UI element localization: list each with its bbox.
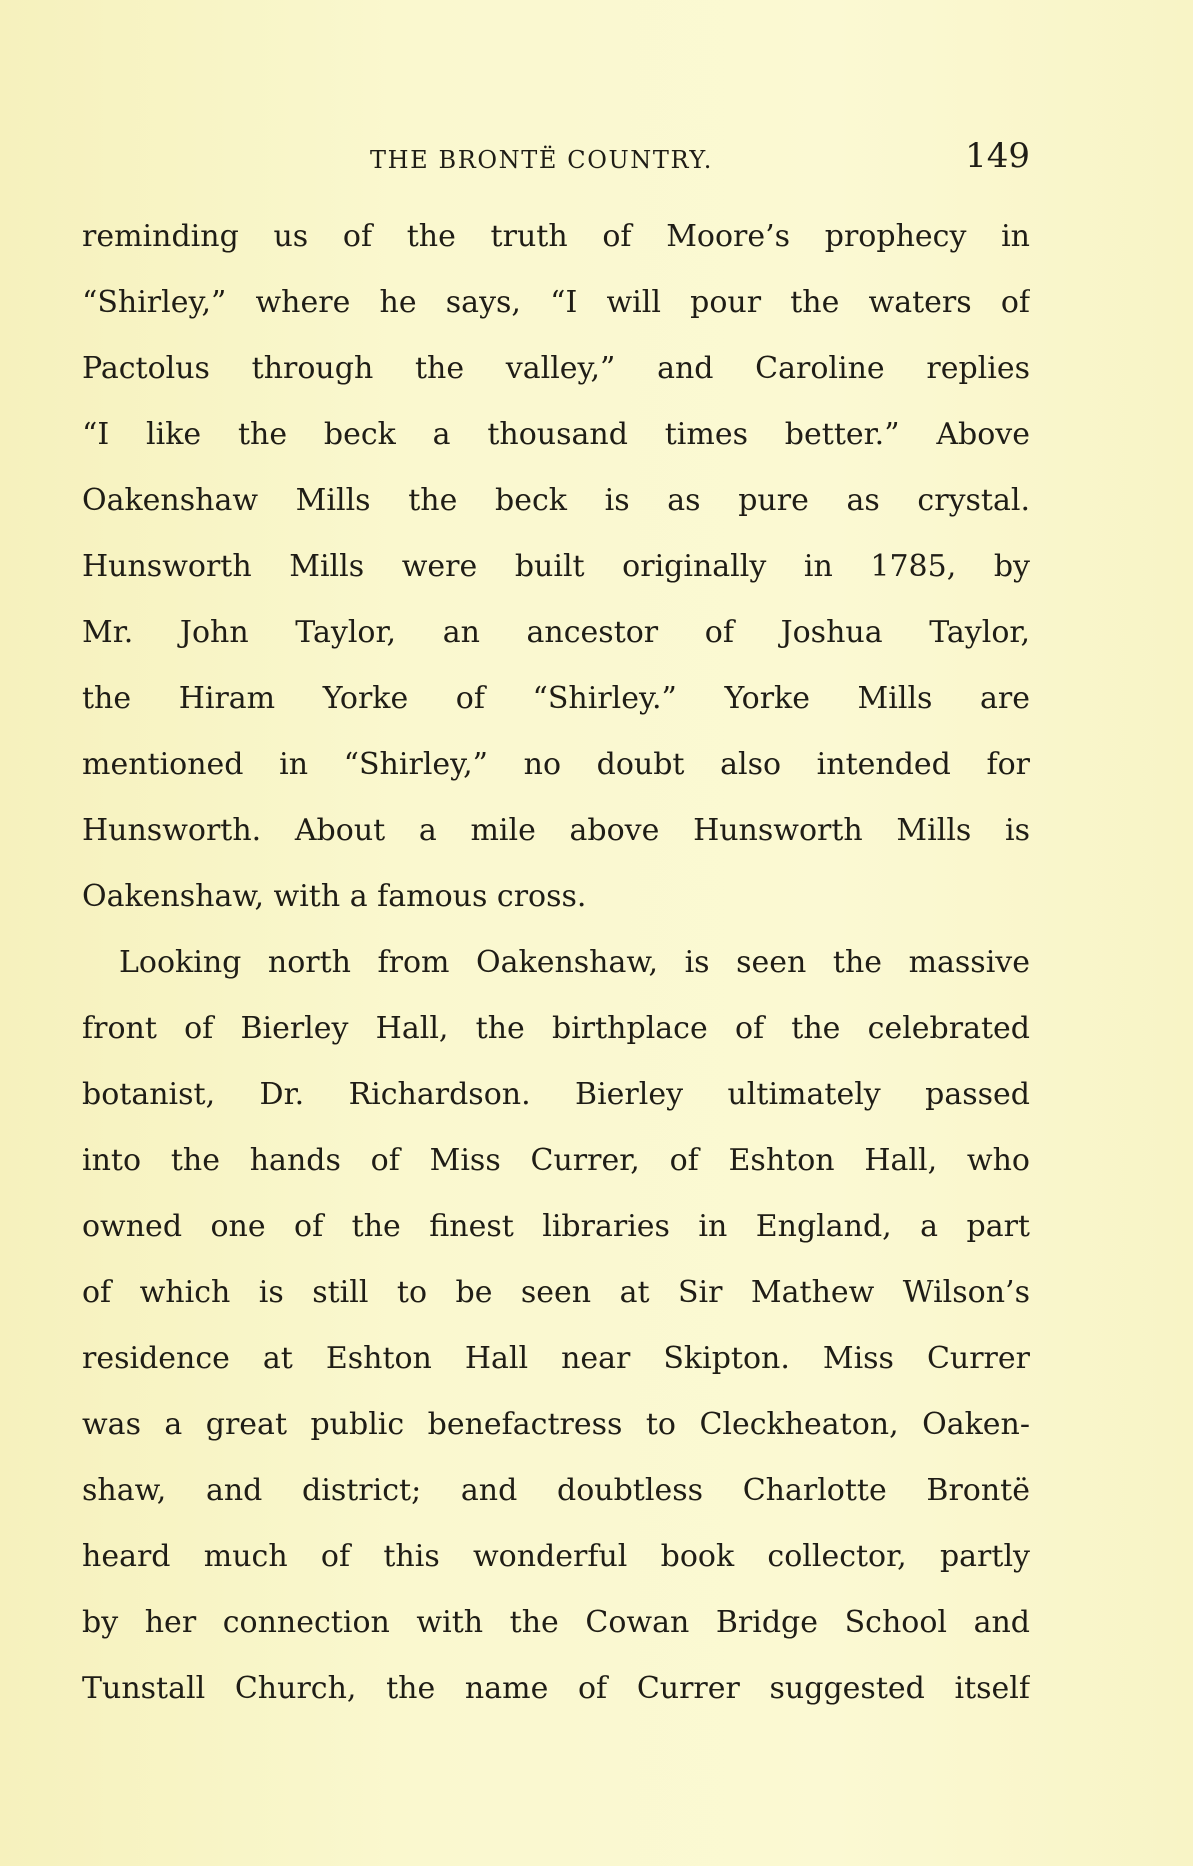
page-number: 149 bbox=[965, 136, 1030, 176]
text-line: the Hiram Yorke of “Shirley.” Yorke Mills are bbox=[82, 681, 1030, 716]
running-title: THE BRONTË COUNTRY. bbox=[370, 146, 714, 174]
text-line: reminding us of the truth of Moore’s prophecy in bbox=[82, 219, 1030, 254]
text-line: into the hands of Miss Currer, of Eshton Hall, who bbox=[82, 1143, 1030, 1178]
text-line: Hunsworth Mills were built originally in 1785, by bbox=[82, 549, 1030, 584]
text-line: Hunsworth. About a mile above Hunsworth Mills is bbox=[82, 813, 1030, 848]
text-line: Mr. John Taylor, an ancestor of Joshua Taylor, bbox=[82, 615, 1030, 650]
text-line: Oakenshaw Mills the beck is as pure as crystal. bbox=[82, 483, 1030, 518]
text-line: residence at Eshton Hall near Skipton. Miss Currer bbox=[82, 1341, 1030, 1376]
text-line: shaw, and district; and doubtless Charlotte Brontë bbox=[82, 1473, 1030, 1508]
text-line: Tunstall Church, the name of Currer suggested itself bbox=[82, 1671, 1030, 1706]
text-line: by her connection with the Cowan Bridge School and bbox=[82, 1605, 1030, 1640]
body-text bbox=[82, 214, 1030, 1732]
paragraph-start-line: Looking north from Oakenshaw, is seen the massive bbox=[119, 945, 1030, 980]
running-head bbox=[82, 136, 1030, 188]
text-line: mentioned in “Shirley,” no doubt also intended for bbox=[82, 747, 1030, 782]
text-line: botanist, Dr. Richardson. Bierley ultimately passed bbox=[82, 1077, 1030, 1112]
text-line: “Shirley,” where he says, “I will pour the waters of bbox=[82, 285, 1030, 320]
paragraph-end-line: Oakenshaw, with a famous cross. bbox=[82, 879, 587, 914]
text-line: owned one of the finest libraries in England, a part bbox=[82, 1209, 1030, 1244]
text-line: was a great public benefactress to Cleckheaton, Oaken- bbox=[82, 1407, 1030, 1442]
text-line: of which is still to be seen at Sir Mathew Wilson’s bbox=[82, 1275, 1030, 1310]
text-line: heard much of this wonderful book collector, partly bbox=[82, 1539, 1030, 1574]
text-line: Pactolus through the valley,” and Caroline replies bbox=[82, 351, 1030, 386]
text-line: “I like the beck a thousand times better.” Above bbox=[82, 417, 1030, 452]
text-line: front of Bierley Hall, the birthplace of the celebrated bbox=[82, 1011, 1030, 1046]
